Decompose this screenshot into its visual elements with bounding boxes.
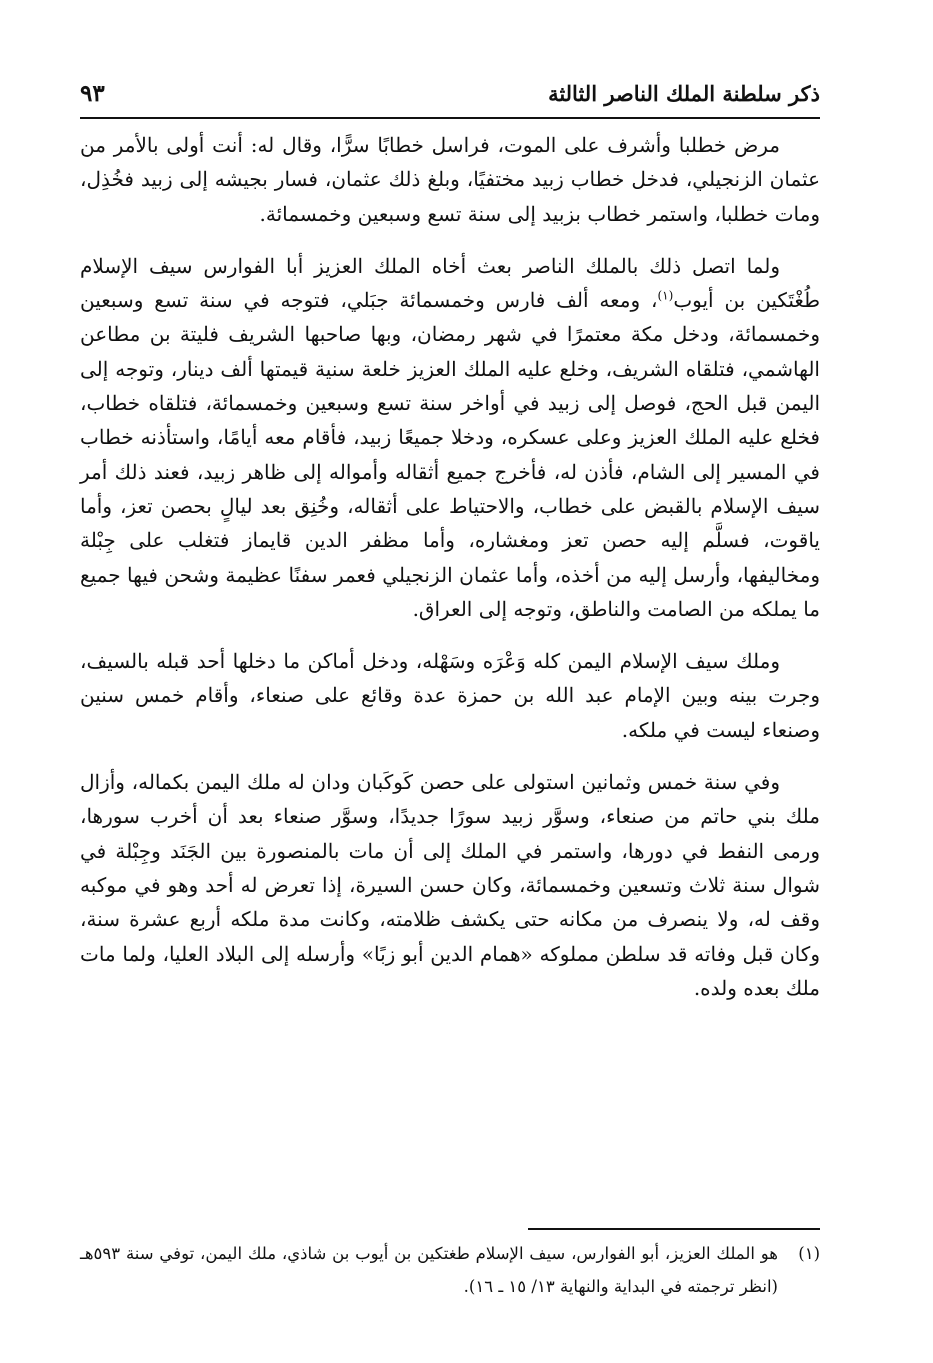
- page-header: [80, 78, 820, 114]
- footnote-rule: [528, 1228, 820, 1230]
- footnote-number: (١): [798, 1244, 820, 1263]
- paragraph-2-text-after: ، ومعه ألف فارس وخمسمائة جبَلي، فتوجه في سنة تسع وسبعين وخمسمائة، ودخل مكة معتمرًا في شهر رمضان، وبها صاحبها الشريف فليتة بن مطاعن الهاشمي، فتلقاه الشريف، وخلع عليه الملك العزيز خلعة سنية قيمتها ألف دينار، وتوجه إلى اليمن قبل الحج، فوصل إلى زبيد في أواخر سنة تسع وسبعين وخمسمائة، فتلقاه خطاب، فخلع عليه الملك العزيز وعلى عسكره، ودخلا جميعًا زبيد، فأقام معه أيامًا، واستأذنه خطاب في المسير إلى الشام، فأذن له، فأخرج جميع أثقاله وأمواله إلى ظاهر زبيد، فعند ذلك أمر سيف الإسلام بالقبض على خطاب، والاحتياط على أثقاله، وخُنِق بعد ليالٍ بحصن تعز، وأما ياقوت، فسلَّم إليه حصن تعز ومغشاره، وأما مظفر الدين قايماز فتغلب على جِبْلة ومخاليفها، وأرسل إليه من أخذه، وأما عثمان الزنجيلي فعمر سفنًا عظيمة وشحن فيها جميع ما يملكه من الصامت والناطق، وتوجه إلى العراق.: [80, 288, 820, 621]
- paragraph-3: وملك سيف الإسلام اليمن كله وَعْرَه وسَهْله، ودخل أماكن ما دخلها أحد قبله بالسيف، وجرت بينه وبين الإمام عبد الله بن حمزة عدة وقائع على صنعاء، وأقام خمس سنين وصنعاء ليست في ملكه.: [80, 649, 820, 742]
- footnote-text: هو الملك العزيز، أبو الفوارس، سيف الإسلام طغتكين بن أيوب بن شاذي، ملك اليمن، توفي سنة ٥٩٣هـ (انظر ترجمته في البداية والنهاية ١٣/ ١٥ ـ ١٦).: [80, 1244, 778, 1296]
- page-number: ٩٣: [80, 80, 105, 107]
- running-title: ذكر سلطنة الملك الناصر الثالثة: [548, 81, 820, 106]
- paragraph-2-text-before: ولما اتصل ذلك بالملك الناصر بعث أخاه الملك العزيز أبا الفوارس سيف الإسلام طُغْتَكين بن أيوب: [80, 253, 820, 313]
- footnote-1: [80, 1237, 820, 1303]
- body-text: [80, 128, 820, 1005]
- paragraph-2: [80, 249, 820, 626]
- paragraph-1: مرض خطلبا وأشرف على الموت، فراسل خطابًا سرًّا، وقال له: أنت أولى بالأمر من عثمان الزنجيلي، فدخل خطاب زبيد مختفيًا، وبلغ ذلك عثمان، فسار بجيشه إلى زبيد فخُذِل، ومات خطلبا، واستمر خطاب بزبيد إلى سنة تسع وسبعين وخمسمائة.: [80, 133, 820, 226]
- footnote-reference: (١): [657, 288, 674, 303]
- footnotes: [80, 1237, 820, 1303]
- header-rule: [80, 117, 820, 119]
- paragraph-4: وفي سنة خمس وثمانين استولى على حصن كَوكَبان ودان له ملك اليمن بكماله، وأزال ملك بني حاتم من صنعاء، وسوَّر زبيد سورًا جديدًا، وسوَّر صنعاء بعد أن أخرب سورها، ورمى النفط في دورها، واستمر في الملك إلى أن مات بالمنصورة بين الجَنَد وجِبْلة في شوال سنة ثلاث وتسعين وخمسمائة، وكان حسن السيرة، إذا تعرض له أحد وهو في موكبه وقف له، ولا ينصرف من مكانه حتى يكشف ظلامته، وكانت مدة ملكه أربع عشرة سنة، وكان قبل وفاته قد سلطن مملوكه «همام الدين أبو زبًا» وأرسله إلى البلاد العليا، ولما مات ملك بعده ولده.: [80, 770, 820, 1000]
